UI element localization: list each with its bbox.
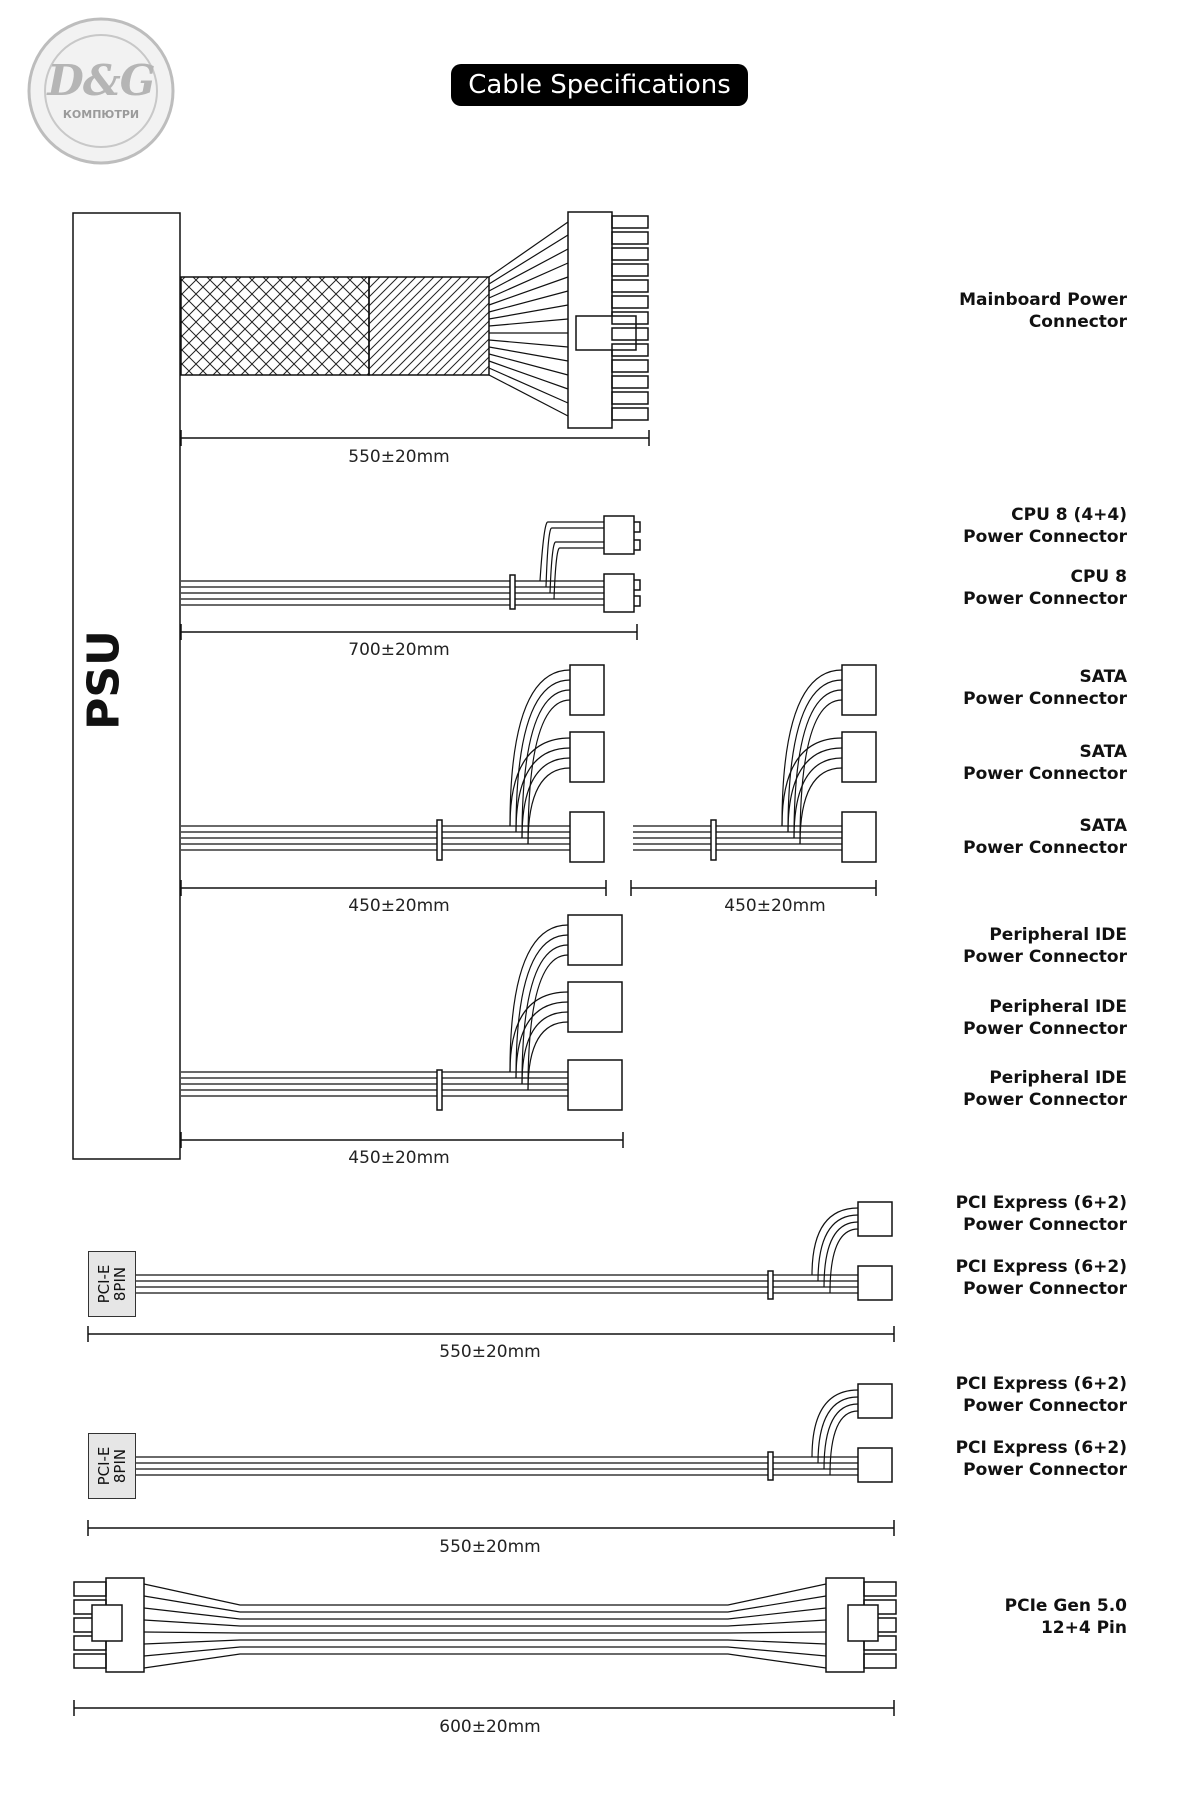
dimension-sata-2: 450±20mm [724, 896, 826, 916]
gen5-wires [144, 1584, 826, 1668]
label-ide-a: Peripheral IDE Power Connector [963, 925, 1127, 967]
label-ide-c: Peripheral IDE Power Connector [963, 1068, 1127, 1110]
ide-wires [181, 925, 568, 1096]
sata-connector [842, 812, 876, 862]
dimension-cpu: 700±20mm [348, 640, 450, 660]
heatshrink-sleeve [369, 277, 489, 375]
sata-connector [570, 812, 604, 862]
logo-brand: D&G [47, 56, 155, 105]
label-pcie-2b: PCI Express (6+2) Power Connector [955, 1438, 1127, 1480]
ide-connector [568, 982, 622, 1032]
pcie-tag-line1: PCI-E [95, 1446, 113, 1486]
dim-line-ide [181, 1132, 623, 1148]
label-cpu-8: CPU 8 Power Connector [963, 567, 1127, 609]
sata2-wires [633, 670, 842, 850]
pcie2-wires [136, 1390, 858, 1475]
braided-sleeve [181, 277, 369, 375]
label-sata-b: SATA Power Connector [963, 742, 1127, 784]
label-cpu-44: CPU 8 (4+4) Power Connector [963, 505, 1127, 547]
dim-line-sata2 [631, 880, 876, 896]
sata-connector [842, 732, 876, 782]
psu-label: PSU [78, 630, 130, 730]
label-mainboard: Mainboard Power Connector [959, 290, 1127, 332]
label-gen5: PCIe Gen 5.0 12+4 Pin [1004, 1596, 1127, 1638]
pcie-tag-line1: PCI-E [95, 1264, 113, 1304]
dimension-mainboard: 550±20mm [348, 447, 450, 467]
dim-line-mainboard [181, 430, 649, 446]
sata-connector [570, 665, 604, 715]
ide-connector [568, 915, 622, 965]
sata1-wires [181, 670, 570, 850]
dimension-pcie-1: 550±20mm [439, 1342, 541, 1362]
dim-line-pcie2 [88, 1520, 894, 1536]
page-title: Cable Specifications [451, 64, 748, 106]
label-pcie-1b: PCI Express (6+2) Power Connector [955, 1257, 1127, 1299]
cpu-44-connector [604, 516, 634, 554]
label-pcie-1a: PCI Express (6+2) Power Connector [955, 1193, 1127, 1235]
dimension-pcie-2: 550±20mm [439, 1537, 541, 1557]
label-sata-c: SATA Power Connector [963, 816, 1127, 858]
label-sata-a: SATA Power Connector [963, 667, 1127, 709]
sata-connector [570, 732, 604, 782]
pcie-tag-line2: 8PIN [111, 1448, 129, 1484]
cpu-wires [181, 522, 604, 605]
cpu-8-connector [604, 574, 634, 612]
pcie-8pin-tag [88, 1433, 136, 1499]
pcie-8pin-tag [88, 1251, 136, 1317]
ide-connector [568, 1060, 622, 1110]
dimension-ide: 450±20mm [348, 1148, 450, 1168]
label-pcie-2a: PCI Express (6+2) Power Connector [955, 1374, 1127, 1416]
dimension-sata-1: 450±20mm [348, 896, 450, 916]
dim-line-cpu [181, 624, 637, 640]
dim-line-sata1 [181, 880, 606, 896]
pcie-tag-line2: 8PIN [111, 1266, 129, 1302]
dim-line-gen5 [74, 1700, 894, 1716]
logo-sub: КОМПЮТРИ [62, 108, 140, 121]
dim-line-pcie1 [88, 1326, 894, 1342]
dimension-gen5: 600±20mm [439, 1717, 541, 1737]
pcie1-wires [136, 1208, 858, 1293]
mainboard-wires [489, 222, 568, 416]
sata-connector [842, 665, 876, 715]
label-ide-b: Peripheral IDE Power Connector [963, 997, 1127, 1039]
